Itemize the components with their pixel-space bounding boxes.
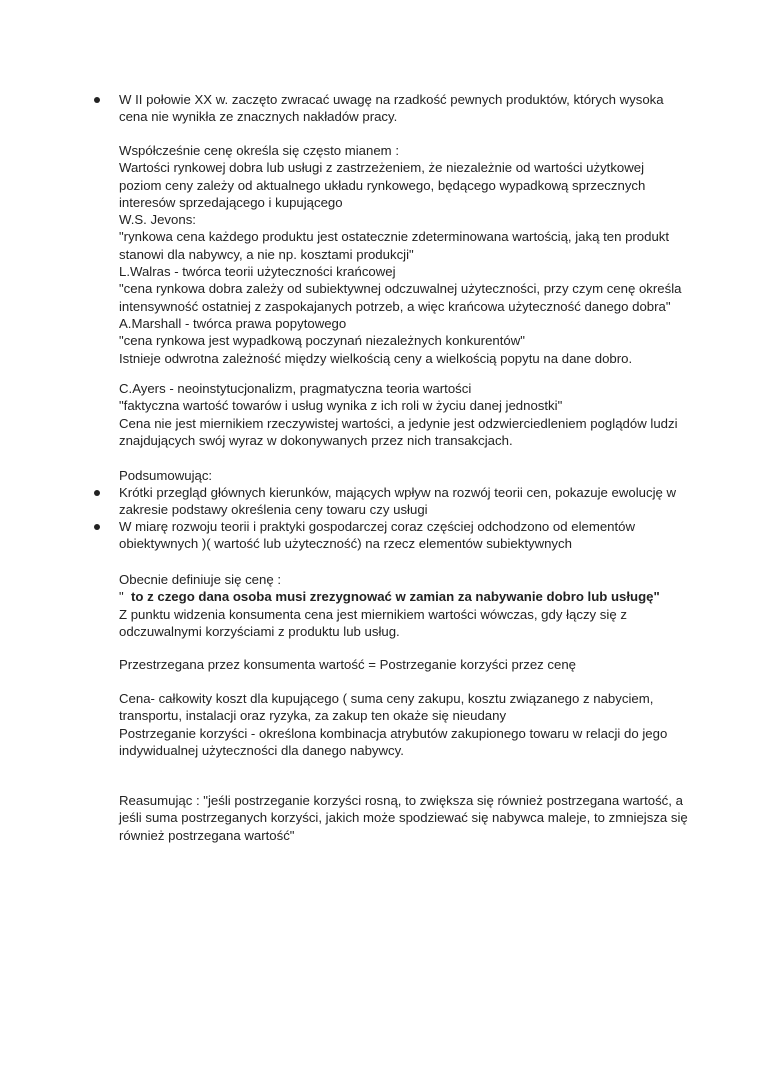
definitions-block: Współcześnie cenę określa się często mianem : Wartości rynkowej dobra lub usługi z zastrzeżeniem, że niezależnie od wartości użytkowej poziom ceny zależy od aktualnego układu rynkowego, będącego wypadkową sprzecznych interesów sprzedającego i kupującego W.S. Jevons: "rynkowa cena każdego produktu jest ostatecznie zdeterminowana wartością, jaką ten produkt stanowi dla nabywcy, a nie np. kosztami produkcji" L.Walras - twórca teorii użyteczności krańcowej "cena rynkowa dobra zależy od subiektywnej odczuwalnej użyteczności, przy czym cenę określa intensywność ostatniej z zaspokajanych potrzeb, a więc krańcowa użyteczność danego dobra" A.Marshall - twórca prawa popytowego "cena rynkowa jest wypadkową poczynań niezależnych konkurentów" Istnieje odwrotna zależność między wielkością ceny a wielkością popytu na dane dobro. xyxy=(119,143,682,366)
bullet-icon xyxy=(94,524,100,530)
ayers-block: C.Ayers - neoinstytucjonalizm, pragmatyczna teoria wartości "faktyczna wartość towarów i usług wynika z ich roli w życiu danej jednostki" Cena nie jest miernikiem rzeczywistej wartości, a jedynie jest odzwierciedleniem poglądów ludzi znajdujących swój wyraz w dokonywanych przez nich transakcjach. xyxy=(119,381,678,448)
conclusion-block: Reasumując : "jeśli postrzeganie korzyści rosną, to zwiększa się również postrzegana wartość, a jeśli suma postrzeganych korzyści, jakich może spodziewać się nabywca maleje, to zmniejsza się również postrzegana wartość" xyxy=(119,793,688,843)
price-definition-quote: " to z czego dana osoba musi zrezygnować w zamian za nabywanie dobro lub usługę" xyxy=(119,589,660,605)
cost-benefit-block: Cena- całkowity koszt dla kupującego ( suma ceny zakupu, kosztu związanego z nabyciem, transportu, instalacji oraz ryzyka, za zakup ten okaże się nieudany Postrzeganie korzyści - określona kombinacja atrybutów zakupionego towaru w relacji do jego indywidualnej użyteczności dla danego nabywcy. xyxy=(119,691,668,758)
bullet-paragraph-2: Krótki przegląd głównych kierunków, mających wpływ na rozwój teorii cen, pokazuje ewolucję w zakresie podstawy określenia ceny towaru czy usługi xyxy=(119,485,677,518)
bullet-icon xyxy=(94,97,100,103)
bullet-paragraph-3: W miarę rozwoju teorii i praktyki gospodarczej coraz częściej odchodzono od elementów obiektywnych )( wartość lub użyteczność) na rzecz elementów subiektywnych xyxy=(119,519,636,552)
bullet-paragraph-1: W II połowie XX w. zaczęto zwracać uwagę na rzadkość pewnych produktów, których wysoka cena nie wynikła ze znacznych nakładów pracy. xyxy=(119,92,664,125)
summary-heading: Podsumowując: xyxy=(119,468,213,483)
value-equation: Przestrzegana przez konsumenta wartość = Postrzeganie korzyści przez cenę xyxy=(119,657,577,672)
price-definition-block: Obecnie definiuje się cenę : " to z czego dana osoba musi zrezygnować w zamian za nabywanie dobro lub usługę" Z punktu widzenia konsumenta cena jest miernikiem wartości wówczas, gdy łączy się z odczuwalnymi korzyściami z produktu lub usług. xyxy=(119,571,694,640)
bullet-icon xyxy=(94,490,100,496)
